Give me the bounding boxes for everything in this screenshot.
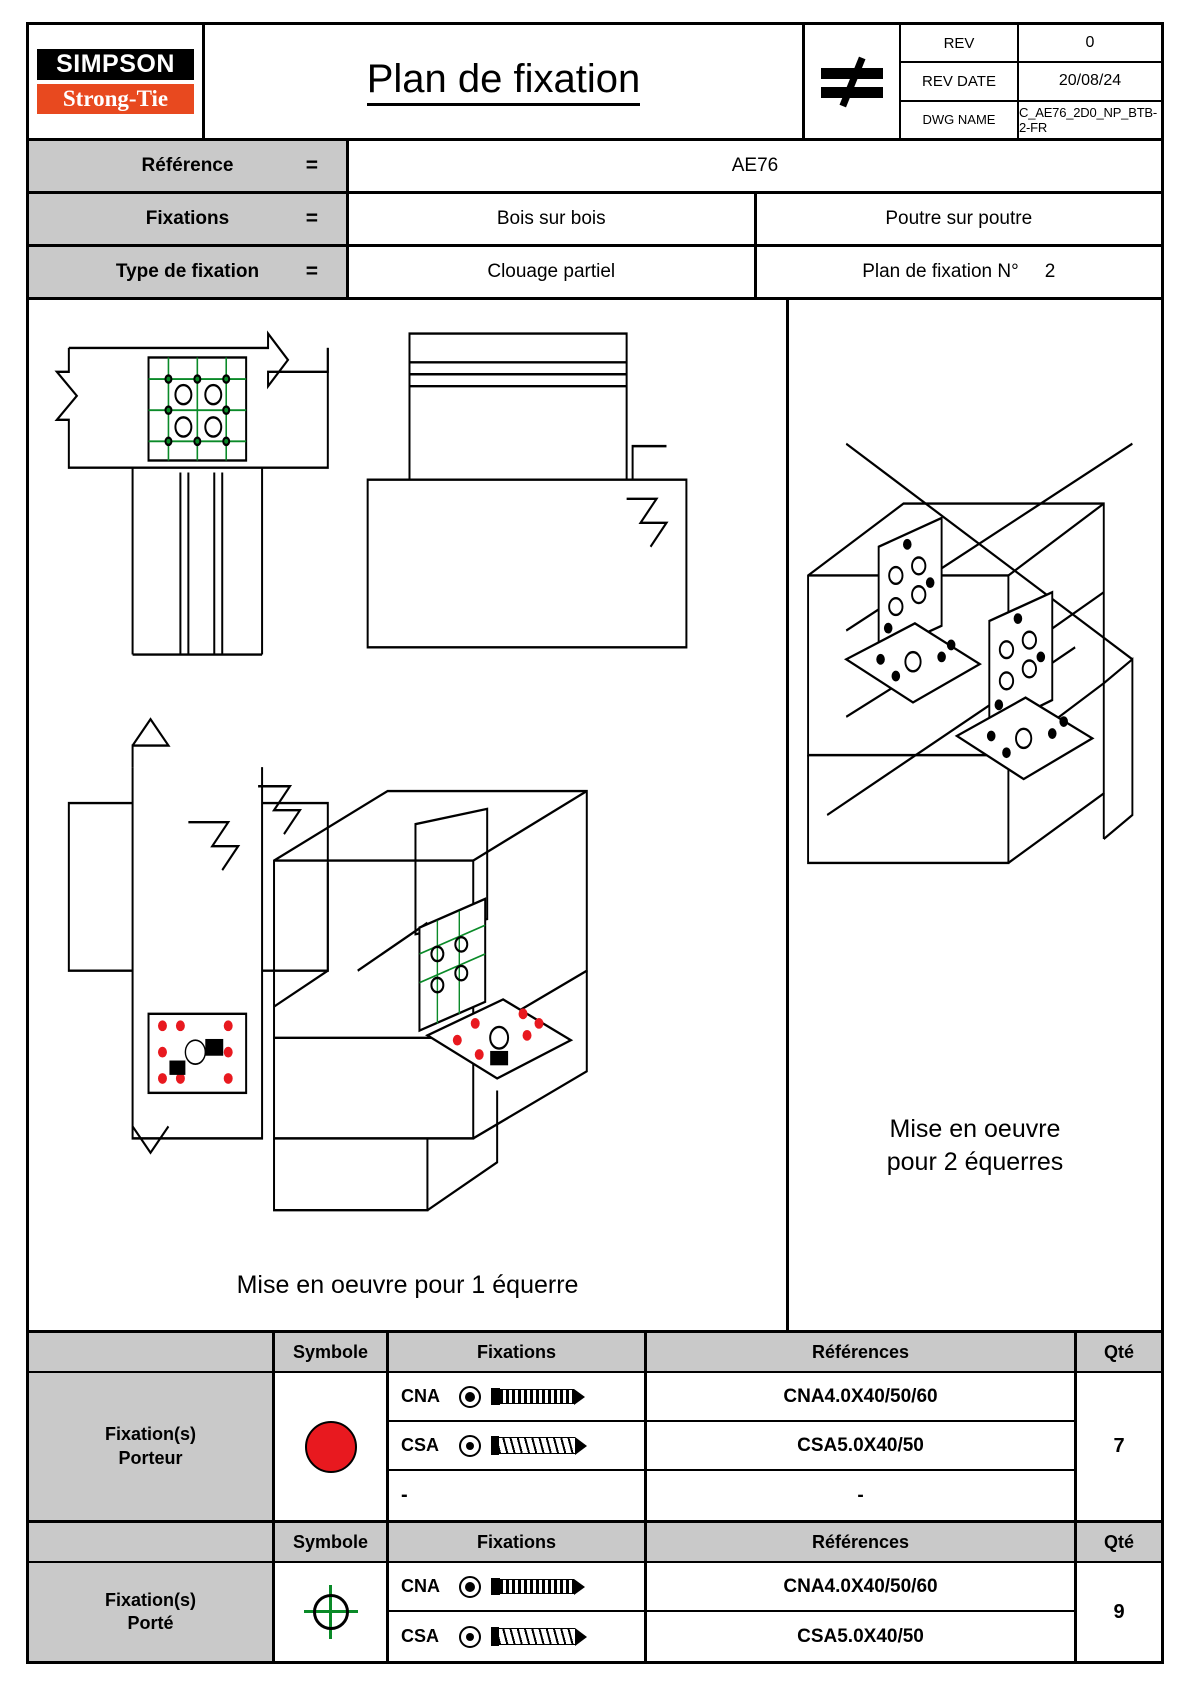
fixations-cell-porteur bbox=[389, 1373, 647, 1520]
header-qte: Qté bbox=[1077, 1523, 1161, 1561]
header-symbole: Symbole bbox=[275, 1523, 389, 1561]
fixation-name: CNA bbox=[401, 1576, 440, 1596]
header-fixations: Fixations bbox=[389, 1333, 647, 1371]
info-row-type bbox=[29, 247, 1161, 300]
rev-row bbox=[901, 25, 1161, 63]
info-label-fixations-text: Fixations bbox=[145, 208, 230, 229]
green-crosshair-circle-icon bbox=[304, 1585, 358, 1639]
header-symbole: Symbole bbox=[275, 1333, 389, 1371]
fixation-name: CNA bbox=[401, 1386, 440, 1406]
fixation-table-porteur bbox=[29, 1333, 1161, 1523]
symbol-cell-porte bbox=[275, 1563, 389, 1661]
sheet-title-cell bbox=[205, 25, 805, 138]
info-value-type-2 bbox=[757, 247, 1162, 297]
equals-sign: = bbox=[305, 260, 318, 283]
fixation-name: CSA bbox=[401, 1626, 440, 1646]
countersunk-head-icon bbox=[459, 1435, 481, 1457]
flat-round-head-icon bbox=[459, 1386, 481, 1408]
dwg-name-value: C_AE76_2D0_NP_BTB-2-FR bbox=[1019, 104, 1158, 135]
references-cell-porte bbox=[647, 1563, 1077, 1661]
reference-value: CNA4.0X40/50/60 bbox=[647, 1563, 1074, 1612]
table-row bbox=[389, 1471, 644, 1520]
reference-value: CSA5.0X40/50 bbox=[647, 1422, 1074, 1471]
symbol-cell-porteur bbox=[275, 1373, 389, 1520]
caption-single-bracket: Mise en oeuvre pour 1 équerre bbox=[236, 1271, 579, 1299]
drawing-area bbox=[29, 300, 1161, 1333]
info-label-reference bbox=[29, 141, 349, 191]
info-value-fixations-1: Bois sur bois bbox=[349, 194, 757, 244]
references-cell-porteur bbox=[647, 1373, 1077, 1520]
table-row-label-porteur bbox=[29, 1373, 275, 1520]
table-header-row bbox=[29, 1523, 1161, 1563]
fixation-table-porte bbox=[29, 1523, 1161, 1661]
info-value-reference: AE76 bbox=[731, 155, 779, 176]
reference-value: CSA5.0X40/50 bbox=[797, 1625, 924, 1647]
logo-strongtie-text: Strong-Tie bbox=[37, 84, 194, 114]
table-header-row bbox=[29, 1333, 1161, 1373]
dwg-name-label: DWG NAME bbox=[901, 102, 1019, 138]
rev-date-label: REV DATE bbox=[901, 63, 1019, 99]
drawing-double-bracket bbox=[789, 300, 1161, 1330]
info-label-type bbox=[29, 247, 349, 297]
screw-glyph bbox=[491, 1436, 587, 1455]
single-bracket-views-svg bbox=[29, 300, 786, 1330]
red-filled-circle-icon bbox=[305, 1421, 357, 1473]
caption-double-bracket bbox=[789, 1113, 1161, 1181]
sheet-frame bbox=[26, 22, 1164, 1664]
info-label-type-text: Type de fixation bbox=[115, 261, 260, 282]
fixation-name: - bbox=[401, 1484, 408, 1506]
header-references: Références bbox=[647, 1523, 1077, 1561]
table-row bbox=[389, 1563, 644, 1612]
table-row bbox=[389, 1422, 644, 1471]
rev-date-value: 20/08/24 bbox=[1058, 72, 1122, 90]
table-row bbox=[389, 1612, 644, 1661]
reference-value: CNA4.0X40/50/60 bbox=[647, 1373, 1074, 1422]
nail-glyph bbox=[491, 1578, 585, 1595]
reference-value: - bbox=[857, 1484, 864, 1506]
dwg-name-row bbox=[901, 102, 1161, 138]
table-row bbox=[389, 1373, 644, 1422]
logo-simpson-text: SIMPSON bbox=[37, 49, 194, 80]
nail-glyph bbox=[491, 1388, 585, 1405]
rev-date-row bbox=[901, 63, 1161, 101]
equals-sign: = bbox=[305, 207, 318, 230]
plan-number-value: 2 bbox=[1044, 261, 1056, 282]
info-label-fixations bbox=[29, 194, 349, 244]
brand-logo bbox=[29, 25, 205, 138]
label-line2: Porté bbox=[127, 1613, 174, 1633]
flat-round-head-icon bbox=[459, 1576, 481, 1598]
quantity-porte: 9 bbox=[1113, 1600, 1125, 1623]
not-equal-icon bbox=[821, 59, 883, 105]
equals-sign: = bbox=[305, 154, 318, 177]
info-value-fixations-2: Poutre sur poutre bbox=[885, 208, 1033, 229]
header-qte: Qté bbox=[1077, 1333, 1161, 1371]
countersunk-head-icon bbox=[459, 1626, 481, 1648]
fixations-cell-porte bbox=[389, 1563, 647, 1661]
label-line1: Fixation(s) bbox=[104, 1589, 196, 1610]
info-row-reference bbox=[29, 141, 1161, 194]
caption-double-line1: Mise en oeuvre bbox=[889, 1114, 1061, 1143]
header-fixations: Fixations bbox=[389, 1523, 647, 1561]
screw-glyph bbox=[491, 1627, 587, 1646]
info-value-type-1: Clouage partiel bbox=[349, 247, 757, 297]
label-line2: Porteur bbox=[118, 1447, 183, 1468]
rev-label: REV bbox=[901, 25, 1019, 61]
revision-block bbox=[805, 25, 1161, 138]
info-row-fixations bbox=[29, 194, 1161, 247]
table-row-label-porte bbox=[29, 1563, 275, 1661]
rev-value: 0 bbox=[1085, 34, 1095, 52]
page-title: Plan de fixation bbox=[367, 57, 641, 106]
caption-double-line2: pour 2 équerres bbox=[886, 1148, 1064, 1177]
info-label-reference-text: Référence bbox=[141, 155, 234, 176]
title-block bbox=[29, 25, 1161, 141]
header-references: Références bbox=[647, 1333, 1077, 1371]
fixation-name: CSA bbox=[401, 1435, 440, 1455]
drawing-single-bracket bbox=[29, 300, 789, 1330]
label-line1: Fixation(s) bbox=[104, 1424, 196, 1445]
plan-number-label: Plan de fixation N° bbox=[862, 261, 1019, 282]
quantity-porteur: 7 bbox=[1113, 1435, 1125, 1457]
not-equal-symbol-cell bbox=[805, 25, 901, 138]
